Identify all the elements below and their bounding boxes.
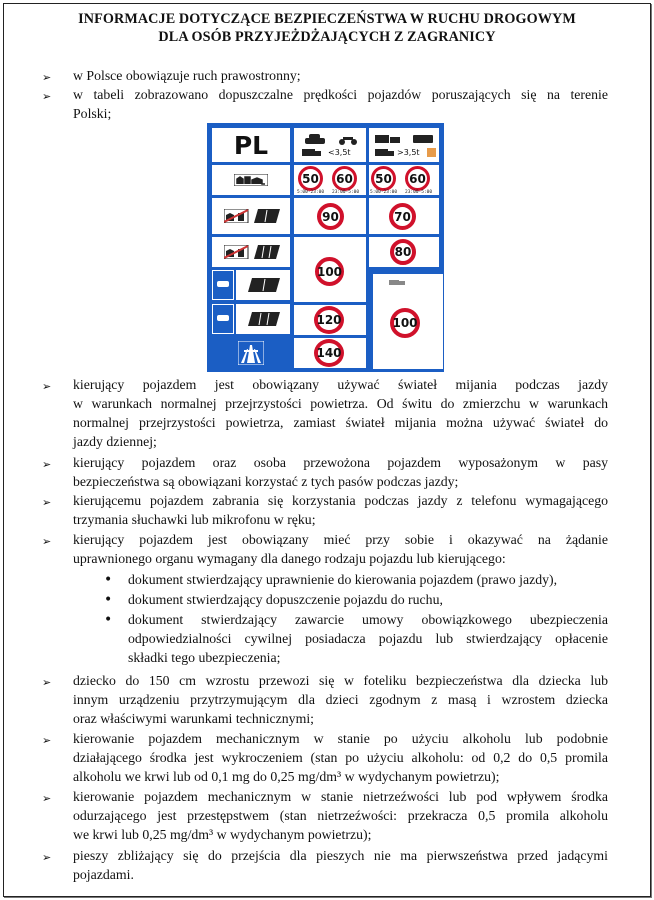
p4-line2: uprawnionego organu wymagany dla danego rodzaju pojazdu lub kierującego: — [73, 551, 506, 566]
time-day-label: 5:00-23:00 — [297, 190, 325, 195]
speed-sign-100: 100 — [390, 308, 420, 338]
expressway-sign-icon — [212, 304, 234, 334]
weight-limit-heavy: >3,5t — [397, 148, 420, 157]
time-night-label: 23:00-5:00 — [405, 190, 433, 195]
speed-sign-50: 50 — [371, 166, 396, 191]
speed-sign-60: 60 — [332, 166, 357, 191]
p4-sub3-line1: dokument stwierdzający zawarcie umowy obowiązkowego ubezpieczenia — [128, 612, 608, 627]
sub-bullet-icon: • — [104, 592, 113, 608]
p8-line1: pieszy zbliżający się do przejścia dla pieszych nie ma pierwszeństwa przed jadącymi — [73, 848, 608, 863]
expressway-dual-road-cell — [236, 304, 290, 334]
bullet-arrow-icon: ➢ — [42, 380, 52, 393]
outside-light-cell — [294, 198, 366, 234]
bullet-arrow-icon: ➢ — [42, 792, 52, 805]
speed-sign-100: 100 — [315, 257, 344, 286]
page-title-line2: DLA OSÓB PRZYJEŻDŻAJĄCYCH Z ZAGRANICY — [158, 29, 496, 45]
p1-line4: jazdy dziennej; — [73, 434, 157, 449]
car-motorcycle-icon — [302, 132, 360, 146]
builtup-area-cell — [212, 165, 290, 195]
p3-line2: trzymania słuchawki lub mikrofonu w ręku; — [73, 512, 316, 527]
single-road-icon — [244, 278, 284, 292]
end-built-up-dual-road-icon — [224, 245, 280, 259]
speed-sign-80: 80 — [390, 239, 416, 265]
expressway-road-cell — [236, 270, 290, 300]
built-up-area-sign-icon — [234, 174, 268, 186]
bullet-arrow-icon: ➢ — [42, 458, 52, 471]
expressway-sign-icon — [212, 270, 234, 300]
truck-small-icon — [387, 278, 409, 288]
p1-line3: normalnej przejrzystości powietrza, zamiast świateł mijania można używać świateł do — [73, 415, 608, 430]
speed-sign-50: 50 — [298, 166, 323, 191]
country-code: PL — [233, 131, 269, 160]
motorway-light-cell — [294, 338, 366, 368]
p4-sub2: dokument stwierdzający dopuszczenie pojazdu do ruchu, — [128, 592, 443, 607]
end-built-up-road-icon — [224, 209, 280, 223]
expressway-light-cell — [294, 237, 366, 302]
speed-sign-90: 90 — [317, 203, 344, 230]
p3-line1: kierującemu pojazdem zabrania się korzystania podczas jazdy z telefonu wymagającego — [73, 493, 608, 508]
time-day-label: 5:00-23:00 — [370, 190, 398, 195]
p4-sub3-line2: odpowiedzialności cywilnej posiadacza pojazdu lub stwierdzający opłacenie — [128, 631, 608, 646]
p4-line1: kierujący pojazdem jest obowiązany mieć przy sobie i okazywać na żądanie — [73, 532, 608, 547]
p1-line2: w warunkach normalnej przejrzystości powietrza. Od świtu do zmierzchu w warunkach — [73, 396, 608, 411]
p4-sub3-line3: składki tego ubezpieczenia; — [128, 650, 281, 665]
trailer-icon — [427, 148, 436, 157]
truck-icon — [302, 148, 322, 158]
speed-sign-120: 120 — [314, 306, 344, 334]
truck-trailer-bus-icon — [375, 132, 435, 146]
speed-sign-140: 140 — [314, 339, 344, 367]
intro-item-2-line2: Polski; — [73, 106, 112, 121]
dual-road-icon — [244, 312, 284, 326]
p5-line2: innym urządzeniu przytrzymującym dla dzieci zgodnym z masą i wzrostem dziecka — [73, 692, 608, 707]
time-night-label: 23:00-5:00 — [332, 190, 360, 195]
bullet-arrow-icon: ➢ — [42, 71, 52, 84]
bullet-arrow-icon: ➢ — [42, 535, 52, 548]
p5-line1: dziecko do 150 cm wzrostu przewozi się w foteliku bezpieczeństwa dla dziecka lub — [73, 673, 608, 688]
intro-item-1: w Polsce obowiązuje ruch prawostronny; — [73, 68, 301, 83]
speed-sign-70: 70 — [389, 203, 416, 230]
bullet-arrow-icon: ➢ — [42, 734, 52, 747]
bullet-arrow-icon: ➢ — [42, 90, 52, 103]
dual-road-cell — [212, 237, 290, 267]
sub-bullet-icon: • — [104, 572, 113, 588]
weight-limit-light: <3,5t — [328, 148, 351, 157]
p6-line2: działającego środka jest wykroczeniem (stan po użyciu alkoholu: od 0,2 do 0,5 promila — [73, 750, 608, 765]
bullet-arrow-icon: ➢ — [42, 676, 52, 689]
p5-line3: oraz właściwymi warunkami technicznymi; — [73, 711, 314, 726]
light-vehicle-header — [294, 128, 366, 162]
dual-heavy-cell — [369, 237, 439, 267]
speed-sign-60: 60 — [405, 166, 430, 191]
p6-line1: kierowanie pojazdem mechanicznym w stanie po użyciu alkoholu lub podobnie — [73, 731, 608, 746]
intro-item-2-line1: w tabeli zobrazowano dopuszczalne prędkości pojazdów poruszających się na terenie — [73, 87, 608, 102]
p8-line2: pojazdami. — [73, 867, 134, 882]
p7-line2: odurzającego jest przestępstwem (stan nietrzeźwości: przekracza 0,5 promila alkoholu — [73, 808, 608, 823]
page-title-line1: INFORMACJE DOTYCZĄCE BEZPIECZEŃSTWA W RUCHU DROGOWYM — [78, 11, 576, 27]
p7-line3: we krwi lub 0,25 mg/dm³ w wydychanym powietrzu); — [73, 827, 372, 842]
motorway-cell — [212, 338, 290, 368]
p4-sub1: dokument stwierdzający uprawnienie do kierowania pojazdem (prawo jazdy), — [128, 572, 558, 587]
expressway-dual-light-cell — [294, 305, 366, 335]
builtup-light-cell — [294, 165, 366, 195]
speed-limit-table — [207, 123, 444, 372]
p1-line1: kierujący pojazdem jest obowiązany używać świateł mijania podczas jazdy — [73, 377, 608, 392]
heavy-vehicle-header — [369, 128, 439, 162]
p2-line2: bezpieczeństwa są obowiązani korzystać z tych pasów podczas jazdy; — [73, 474, 459, 489]
expressway-heavy-cell — [369, 270, 443, 369]
motorway-sign-icon — [238, 341, 264, 365]
truck-icon — [375, 148, 395, 158]
sub-bullet-icon: • — [104, 612, 113, 628]
builtup-heavy-cell — [369, 165, 439, 195]
p2-line1: kierujący pojazdem oraz osoba przewożona pojazdem wyposażonym w pasy — [73, 455, 608, 470]
bullet-arrow-icon: ➢ — [42, 851, 52, 864]
p7-line1: kierowanie pojazdem mechanicznym w stanie nietrzeźwości lub pod wpływem środka — [73, 789, 608, 804]
country-code-cell — [212, 128, 290, 162]
bullet-arrow-icon: ➢ — [42, 496, 52, 509]
p6-line3: alkoholu we krwi lub od 0,1 mg do 0,25 mg/dm³ w wydychanym powietrzu); — [73, 769, 500, 784]
outside-area-cell — [212, 198, 290, 234]
outside-heavy-cell — [369, 198, 439, 234]
